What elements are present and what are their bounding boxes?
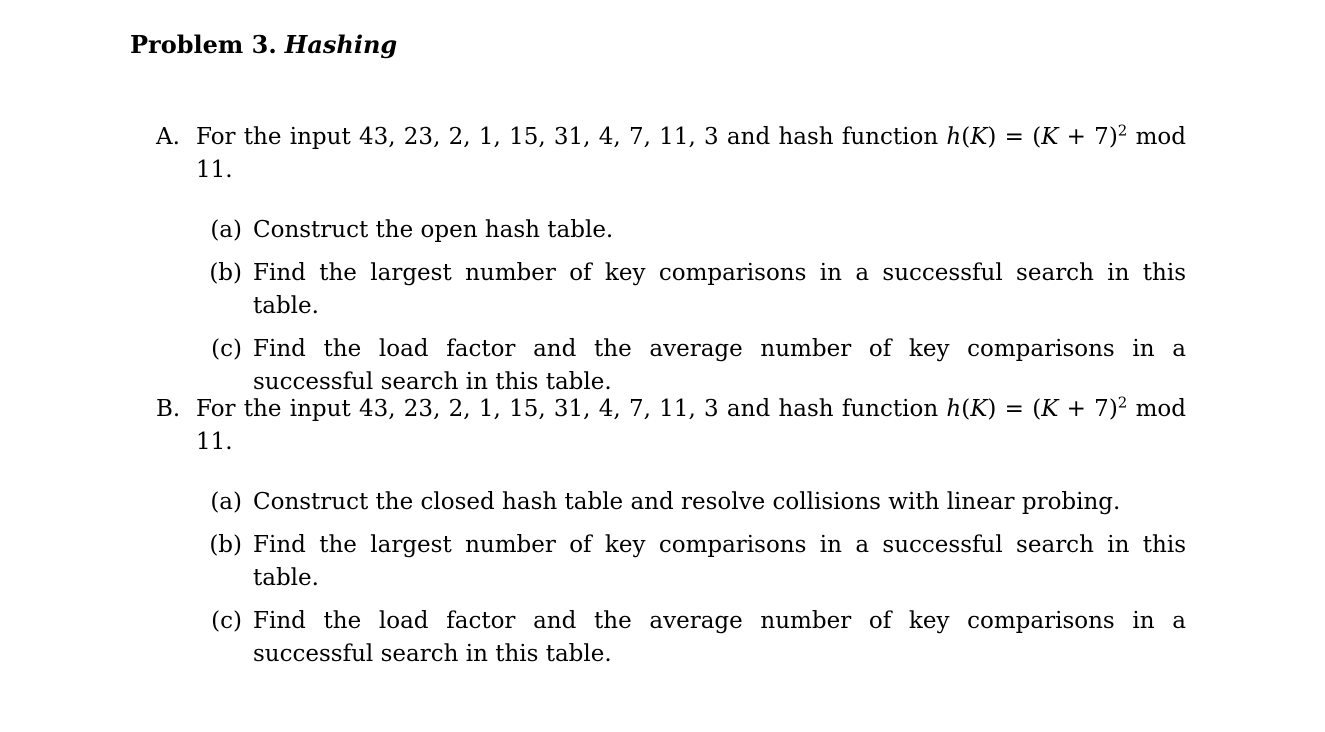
part-a-item-b-label: (b)	[209, 260, 242, 286]
part-b-item-a-text: Construct the closed hash table and resolve collisions with linear probing.	[253, 489, 1121, 515]
part-a-arg-var: K	[970, 124, 988, 150]
part-b-items	[204, 486, 1186, 671]
problem-label: Problem 3.	[130, 30, 277, 59]
part-b-intro-lead: For the input 43, 23, 2, 1, 15, 31, 4, 7, 11, 3 and hash function	[196, 396, 947, 422]
part-a-item-a	[204, 214, 1186, 247]
part-b-exponent: 2	[1117, 393, 1128, 412]
part-b-item-b	[204, 529, 1186, 595]
part-b-arg-open: (	[961, 396, 971, 422]
part-b	[156, 393, 1186, 681]
part-a-item-c-label: (c)	[211, 336, 242, 362]
part-b-item-c-text: Find the load factor and the average number of key comparisons in a successful search in this table.	[253, 608, 1186, 667]
part-a-arg-close: )	[987, 124, 997, 150]
part-b-letter: B.	[156, 396, 181, 422]
part-b-intro-tail: mod 11.	[196, 396, 1186, 455]
part-a-item-b	[204, 257, 1186, 323]
part-a	[156, 121, 1186, 412]
part-b-item-a	[204, 486, 1186, 519]
problem-topic: Hashing	[284, 30, 398, 59]
part-b-item-b-label: (b)	[209, 532, 242, 558]
part-b-arg-close: )	[987, 396, 997, 422]
part-a-letter: A.	[156, 124, 180, 150]
part-a-item-b-text: Find the largest number of key comparisons in a successful search in this table.	[253, 260, 1186, 319]
part-a-item-c	[204, 333, 1186, 399]
part-a-rhs-open: (	[1032, 124, 1042, 150]
part-a-item-a-text: Construct the open hash table.	[253, 217, 614, 243]
part-b-equals: =	[996, 396, 1033, 422]
part-b-item-c-label: (c)	[211, 608, 242, 634]
part-b-rhs-open: (	[1032, 396, 1042, 422]
part-b-item-b-text: Find the largest number of key comparisons in a successful search in this table.	[253, 532, 1186, 591]
part-a-intro	[156, 121, 1186, 187]
part-a-intro-tail: mod 11.	[196, 124, 1186, 183]
part-b-item-c	[204, 605, 1186, 671]
part-b-intro	[156, 393, 1186, 459]
part-a-intro-lead: For the input 43, 23, 2, 1, 15, 31, 4, 7, 11, 3 and hash function	[196, 124, 947, 150]
part-a-exponent: 2	[1117, 121, 1128, 140]
part-a-items	[204, 214, 1186, 399]
part-b-arg-var: K	[970, 396, 988, 422]
part-a-rhs-plus: + 7)	[1058, 124, 1118, 150]
part-a-item-c-text: Find the load factor and the average number of key comparisons in a successful search in this table.	[253, 336, 1186, 395]
part-a-item-a-label: (a)	[210, 217, 242, 243]
part-b-item-a-label: (a)	[210, 489, 242, 515]
part-a-func: h	[946, 124, 962, 150]
part-a-arg-open: (	[961, 124, 971, 150]
part-b-rhs-var: K	[1041, 396, 1059, 422]
part-a-rhs-var: K	[1041, 124, 1059, 150]
part-b-rhs-plus: + 7)	[1058, 396, 1118, 422]
part-b-func: h	[946, 396, 962, 422]
part-a-equals: =	[996, 124, 1033, 150]
problem-heading	[130, 30, 397, 60]
